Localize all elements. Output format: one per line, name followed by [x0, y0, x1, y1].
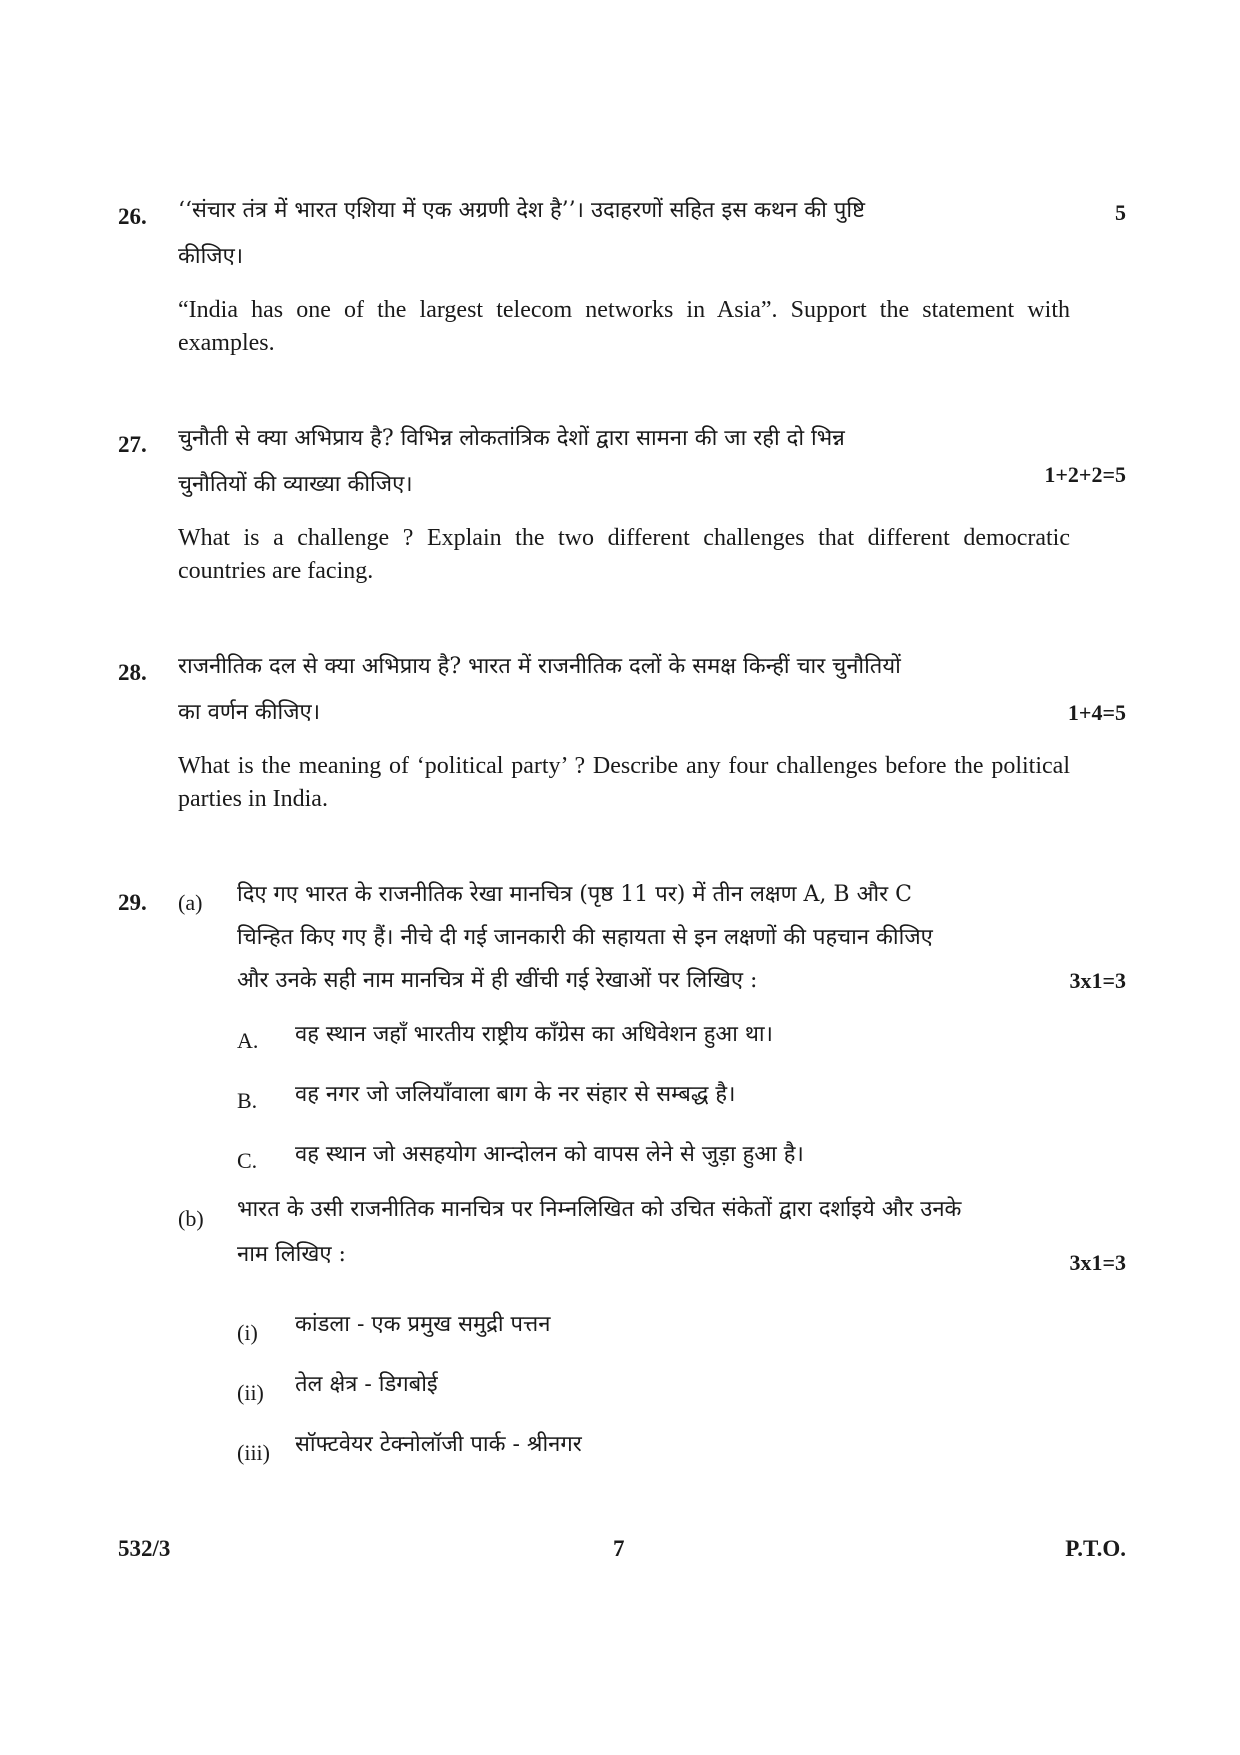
question-english: What is a challenge ? Explain the two different challenges that different democratic countries are facing. — [178, 525, 1070, 584]
subpart-line: चिन्हित किए गए हैं। नीचे दी गई जानकारी की सहायता से इन लक्षणों की पहचान कीजिए — [237, 925, 933, 950]
list-item: कांडला - एक प्रमुख समुद्री पत्तन — [295, 1312, 551, 1337]
question-english: What is the meaning of ‘political party’ ? Describe any four challenges before the political parties in India. — [178, 753, 1070, 812]
list-item: सॉफ्टवेयर टेक्नोलॉजी पार्क - श्रीनगर — [295, 1432, 582, 1457]
question-english: “India has one of the largest telecom networks in Asia”. Support the statement with examples. — [178, 297, 1070, 356]
question-marks: 1+2+2=5 — [1044, 462, 1126, 487]
subpart-label: (b) — [178, 1206, 204, 1231]
question-number: 26. — [118, 204, 147, 229]
list-item-label: (iii) — [237, 1440, 270, 1465]
subpart-marks: 3x1=3 — [1069, 968, 1126, 993]
list-item: वह नगर जो जलियाँवाला बाग के नर संहार से सम्बद्ध है। — [295, 1082, 736, 1107]
list-item: वह स्थान जो असहयोग आन्दोलन को वापस लेने से जुड़ा हुआ है। — [295, 1142, 804, 1167]
list-item-label: C. — [237, 1148, 258, 1173]
subpart-label: (a) — [178, 890, 203, 915]
question-hindi-line: ‘‘संचार तंत्र में भारत एशिया में एक अग्रणी देश है’’। उदाहरणों सहित इस कथन की पुष्टि — [178, 198, 865, 223]
question-number: 28. — [118, 660, 147, 685]
pto-label: P.T.O. — [1065, 1536, 1126, 1561]
question-number: 27. — [118, 432, 147, 457]
list-item: वह स्थान जहाँ भारतीय राष्ट्रीय काँग्रेस का अधिवेशन हुआ था। — [295, 1022, 773, 1047]
question-hindi-line: का वर्णन कीजिए। — [178, 700, 321, 725]
subpart-line: नाम लिखिए : — [237, 1242, 346, 1267]
list-item-label: A. — [237, 1028, 259, 1053]
page-number: 7 — [613, 1536, 625, 1561]
question-hindi-line: चुनौतियों की व्याख्या कीजिए। — [178, 472, 413, 497]
question-number: 29. — [118, 890, 147, 915]
list-item-label: (ii) — [237, 1380, 264, 1405]
question-hindi-line: कीजिए। — [178, 244, 244, 269]
question-marks: 1+4=5 — [1067, 700, 1126, 725]
list-item-label: (i) — [237, 1320, 258, 1345]
subpart-line: और उनके सही नाम मानचित्र में ही खींची गई रेखाओं पर लिखिए : — [237, 968, 758, 993]
list-item: तेल क्षेत्र - डिगबोई — [295, 1372, 438, 1397]
subpart-marks: 3x1=3 — [1069, 1250, 1126, 1275]
question-hindi-line: चुनौती से क्या अभिप्राय है? विभिन्न लोकतांत्रिक देशों द्वारा सामना की जा रही दो भिन्न — [178, 426, 845, 451]
subpart-line: भारत के उसी राजनीतिक मानचित्र पर निम्नलिखित को उचित संकेतों द्वारा दर्शाइये और उनके — [237, 1197, 962, 1222]
subpart-line: दिए गए भारत के राजनीतिक रेखा मानचित्र (पृष्ठ 11 पर) में तीन लक्षण A, B और C — [237, 882, 912, 907]
question-marks: 5 — [1115, 200, 1126, 225]
paper-code: 532/3 — [118, 1536, 171, 1561]
list-item-label: B. — [237, 1088, 258, 1113]
question-hindi-line: राजनीतिक दल से क्या अभिप्राय है? भारत में राजनीतिक दलों के समक्ष किन्हीं चार चुनौतियों — [178, 654, 901, 679]
